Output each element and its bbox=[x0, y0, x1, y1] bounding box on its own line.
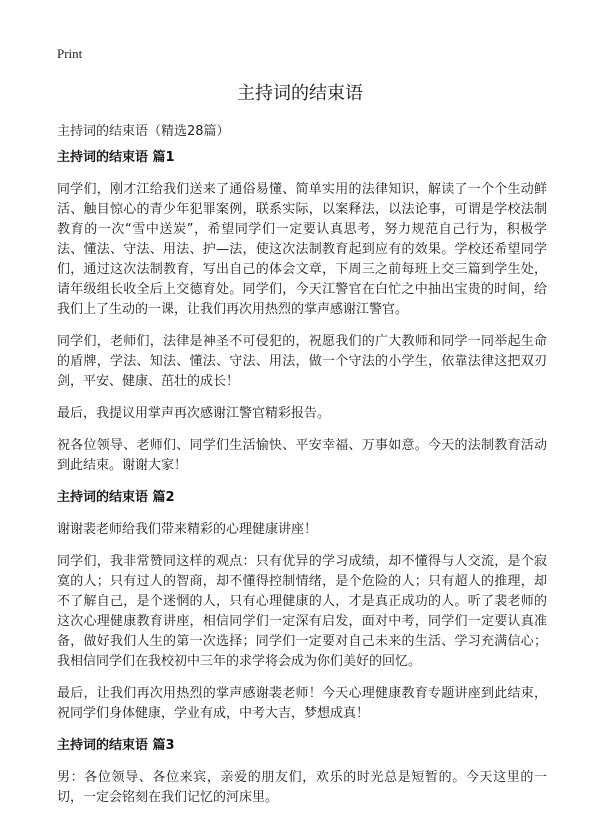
paragraph: 同学们，我非常赞同这样的观点：只有优异的学习成绩，却不懂得与人交流，是个寂寞的人；只有过人的智商，却不懂得控制情绪，是个危险的人；只有超人的推理，却不了解自己，是个迷惘的人，只有心理健康的人，才是真正成功的人。听了裴老师的这次心理健康教育讲座，相信同学们一定深有启发，面对中考，同学们一定要认真准备，做好我们人生的第一次选择；同学们一定要对自己未来的生活、学习充满信心；我相信同学们在我校初中三年的求学将会成为你们美好的回忆。 bbox=[57, 554, 547, 669]
page-subtitle: 主持词的结束语（精选28篇） bbox=[57, 124, 230, 139]
paragraph: 男：各位领导、各位来宾，亲爱的朋友们，欢乐的时光总是短暂的。今天这里的一切，一定会铭刻在我们记忆的河床里。 bbox=[57, 770, 547, 805]
article-content bbox=[57, 148, 547, 820]
paragraph: 祝各位领导、老师们、同学们生活愉快、平安幸福、万事如意。今天的法制教育活动到此结束。谢谢大家！ bbox=[57, 438, 547, 473]
section-heading: 主持词的结束语 篇2 bbox=[57, 490, 175, 505]
section-heading: 主持词的结束语 篇3 bbox=[57, 738, 175, 753]
paragraph: 谢谢裴老师给我们带来精彩的心理健康讲座！ bbox=[57, 522, 318, 537]
paragraph: 同学们，刚才江给我们送来了通俗易懂、简单实用的法律知识，解读了一个个生动鲜活、触目惊心的青少年犯罪案例，联系实际，以案释法，以法论事，可谓是学校法制教育的一次“雪中送炭”，希望同学们一定要认真思考，努力规范自己行为，积极学法、懂法、守法、用法、护—法，使这次法制教育起到应有的效果。学校还希望同学们，通过这次法制教育，写出自己的体会文章，下周三之前每班上交三篇到学生处，请年级组长收全后上交德育处。同学们，今天江警官在白忙之中抽出宝贵的时间，给我们上了生动的一课，让我们再次用热烈的掌声感谢江警官。 bbox=[57, 182, 547, 317]
page-title: 主持词的结束语 bbox=[237, 83, 363, 104]
section-3 bbox=[57, 736, 547, 808]
paragraph: 同学们，老师们，法律是神圣不可侵犯的，祝愿我们的广大教师和同学一同举起生命的盾牌，学法、知法、懂法、守法、用法，做一个守法的小学生，依靠法律这把双刃剑，平安、健康、茁壮的成长！ bbox=[57, 334, 547, 389]
section-2 bbox=[57, 488, 547, 724]
section-heading: 主持词的结束语 篇1 bbox=[57, 150, 175, 165]
section-1 bbox=[57, 148, 547, 476]
print-link[interactable]: Print bbox=[57, 46, 83, 61]
paragraph: 最后，我提议用掌声再次感谢江警官精彩报告。 bbox=[57, 406, 331, 421]
paragraph: 最后，让我们再次用热烈的掌声感谢裴老师！今天心理健康教育专题讲座到此结束，祝同学们身体健康，学业有成，中考大吉，梦想成真！ bbox=[57, 686, 547, 721]
